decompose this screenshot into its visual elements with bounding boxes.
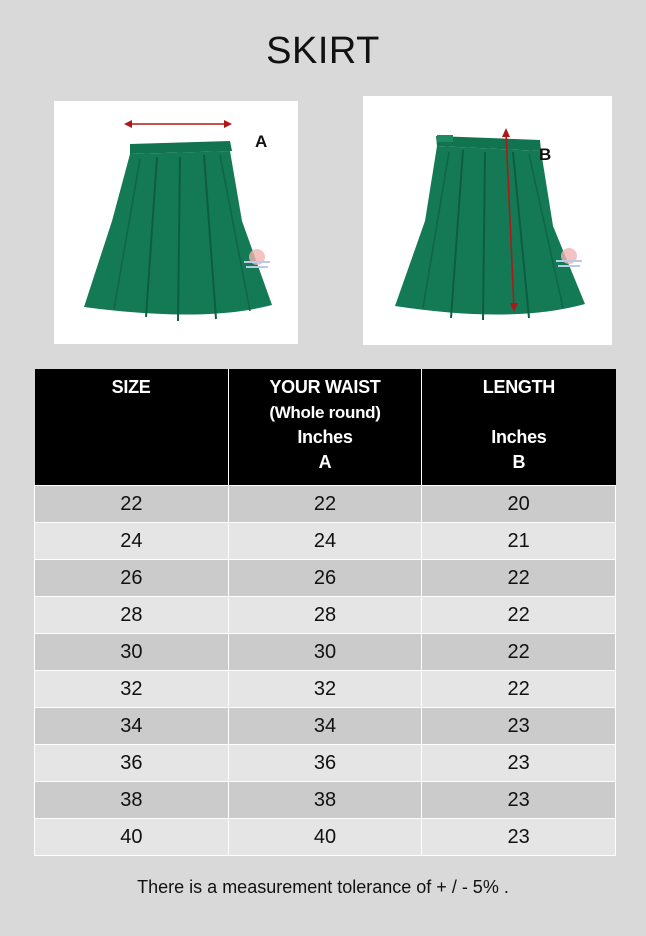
length-cell: 23 (422, 782, 616, 819)
waist-cell: 38 (228, 782, 422, 819)
header-waist: YOUR WAIST (Whole round) Inches A (228, 369, 422, 486)
size-cell: 28 (35, 597, 229, 634)
waist-cell: 40 (228, 819, 422, 856)
length-cell: 22 (422, 597, 616, 634)
table-row (35, 597, 616, 634)
waist-cell: 28 (228, 597, 422, 634)
skirt-side-image (363, 96, 612, 345)
waist-cell: 24 (228, 523, 422, 560)
size-cell: 38 (35, 782, 229, 819)
length-cell: 22 (422, 634, 616, 671)
page-title: SKIRT (266, 30, 380, 72)
size-cell: 40 (35, 819, 229, 856)
size-cell: 24 (35, 523, 229, 560)
table-row (35, 819, 616, 856)
waist-cell: 32 (228, 671, 422, 708)
size-cell: 22 (35, 486, 229, 523)
length-cell: 21 (422, 523, 616, 560)
table-row (35, 671, 616, 708)
length-cell: 22 (422, 560, 616, 597)
header-size: SIZE (35, 369, 229, 486)
size-cell: 34 (35, 708, 229, 745)
table-row (35, 634, 616, 671)
marker-a: A (255, 132, 268, 151)
waist-cell: 22 (228, 486, 422, 523)
waist-cell: 26 (228, 560, 422, 597)
size-cell: 36 (35, 745, 229, 782)
marker-b: B (539, 145, 552, 164)
length-cell: 23 (422, 745, 616, 782)
header-length: LENGTH Inches B (422, 369, 616, 486)
tolerance-note: There is a measurement tolerance of + / - 5% . (137, 877, 509, 897)
table-row (35, 745, 616, 782)
waist-cell: 34 (228, 708, 422, 745)
size-cell: 32 (35, 671, 229, 708)
skirt-side-illustration (363, 96, 612, 345)
waist-cell: 36 (228, 745, 422, 782)
table-row (35, 782, 616, 819)
size-cell: 26 (35, 560, 229, 597)
waist-cell: 30 (228, 634, 422, 671)
length-cell: 23 (422, 819, 616, 856)
length-cell: 20 (422, 486, 616, 523)
size-chart-table (34, 369, 616, 856)
length-cell: 23 (422, 708, 616, 745)
size-cell: 30 (35, 634, 229, 671)
length-cell: 22 (422, 671, 616, 708)
table-row (35, 560, 616, 597)
table-row (35, 523, 616, 560)
table-row (35, 486, 616, 523)
table-header-row (35, 369, 616, 486)
table-row (35, 708, 616, 745)
